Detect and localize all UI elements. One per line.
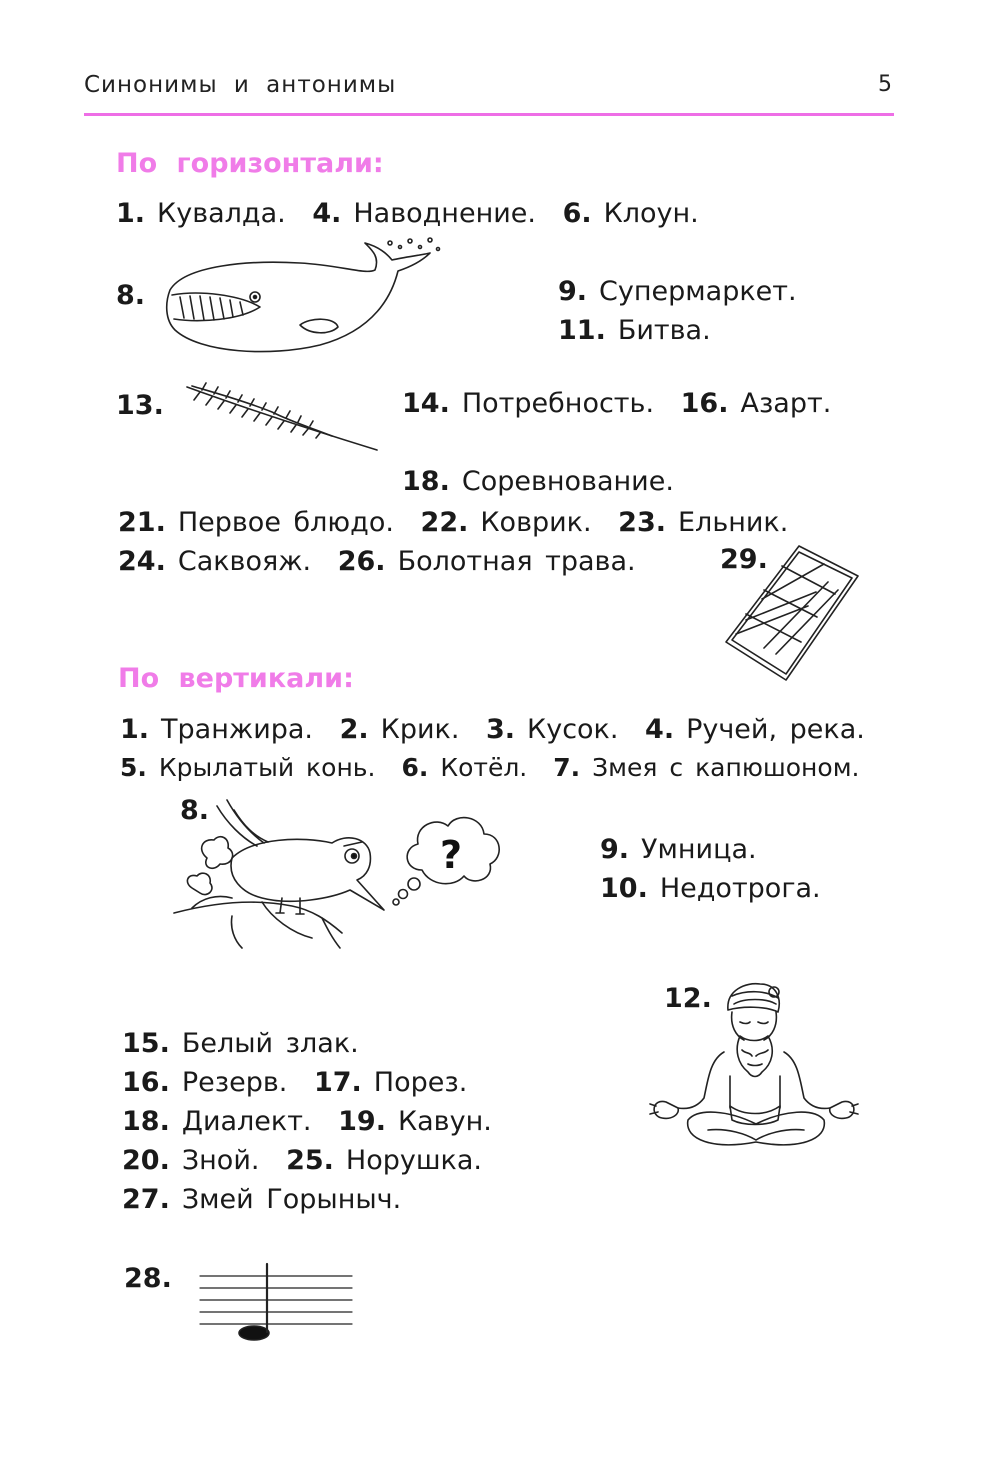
clue-number: 13. — [116, 390, 164, 421]
clue-number: 20. — [122, 1145, 170, 1176]
clue-text: Кувалда. — [157, 198, 286, 229]
clue-number: 14. — [402, 388, 450, 419]
clue-number: 4. — [312, 198, 342, 229]
clue-text: Азарт. — [740, 388, 832, 419]
clue-text: Саквояж. — [177, 546, 312, 577]
clue-number-h13 — [116, 390, 176, 421]
clue-line-v1 — [120, 714, 865, 745]
clue-text: Зной. — [181, 1145, 260, 1176]
clue-line-v16 — [122, 1067, 467, 1098]
clue-text: Недотрога. — [659, 873, 821, 904]
clue-number: 24. — [118, 546, 166, 577]
chocolate-bar-icon — [724, 544, 864, 684]
clue-text: Змей Горыныч. — [181, 1184, 402, 1215]
section-title-vertical: По вертикали: — [118, 663, 354, 694]
clue-text: Кавун. — [397, 1106, 492, 1137]
clue-number: 1. — [120, 714, 150, 745]
clue-text: Болотная трава. — [397, 546, 636, 577]
clue-number: 19. — [338, 1106, 386, 1137]
clue-text: Белый злак. — [181, 1028, 359, 1059]
clue-number: 25. — [286, 1145, 334, 1176]
clue-number: 21. — [118, 507, 166, 538]
clue-line-v9 — [600, 834, 757, 865]
clue-number: 26. — [337, 546, 386, 577]
clue-number: 22. — [420, 507, 469, 538]
header-rule — [84, 113, 894, 116]
clue-number: 9. — [600, 834, 630, 865]
clue-line-h24 — [118, 546, 636, 577]
clue-number: 2. — [339, 714, 369, 745]
clue-number: 18. — [402, 466, 450, 497]
page-number: 5 — [878, 72, 892, 97]
clue-text: Крик. — [380, 714, 460, 745]
clue-line-h1 — [116, 198, 699, 229]
clue-line-h11 — [558, 315, 711, 346]
section-title-horizontal: По горизонтали: — [116, 148, 384, 179]
clue-text: Резерв. — [181, 1067, 288, 1098]
clue-number: 16. — [680, 388, 729, 419]
clue-text: Котёл. — [440, 753, 528, 782]
clue-text: Супермаркет. — [599, 276, 797, 307]
music-note-icon — [196, 1262, 356, 1344]
clue-number: 11. — [558, 315, 606, 346]
yogi-icon — [648, 980, 864, 1152]
clue-text: Крылатый конь. — [158, 753, 376, 782]
clue-text: Потребность. — [461, 388, 655, 419]
crow-icon — [172, 798, 392, 953]
clue-number: 10. — [600, 873, 648, 904]
whale-icon — [160, 235, 450, 355]
clue-number: 17. — [313, 1067, 362, 1098]
clue-number: 7. — [553, 753, 581, 782]
running-header: Синонимы и антонимы — [84, 72, 397, 98]
clue-number-h8 — [116, 280, 157, 311]
question-mark: ? — [440, 833, 463, 877]
clue-number: 8. — [180, 795, 210, 826]
clue-line-v15 — [122, 1028, 359, 1059]
clue-number: 6. — [562, 198, 592, 229]
clue-text: Диалект. — [181, 1106, 312, 1137]
wheat-ear-icon — [182, 382, 382, 454]
clue-text: Ельник. — [678, 507, 789, 538]
clue-number: 12. — [664, 983, 712, 1014]
clue-line-h14 — [402, 388, 831, 419]
clue-text: Соревнование. — [461, 466, 674, 497]
clue-number: 18. — [122, 1106, 170, 1137]
clue-line-h21 — [118, 507, 788, 538]
clue-number: 9. — [558, 276, 588, 307]
clue-text: Транжира. — [161, 714, 314, 745]
clue-text: Наводнение. — [353, 198, 536, 229]
clue-number: 4. — [645, 714, 675, 745]
clue-line-v10 — [600, 873, 821, 904]
clue-number: 3. — [486, 714, 516, 745]
clue-number: 23. — [618, 507, 666, 538]
clue-text: Битва. — [617, 315, 711, 346]
clue-text: Порез. — [373, 1067, 468, 1098]
clue-text: Ручей, река. — [686, 714, 865, 745]
clue-text: Умница. — [641, 834, 757, 865]
clue-number: 1. — [116, 198, 146, 229]
clue-line-v5 — [120, 753, 860, 782]
clue-number: 28. — [124, 1263, 172, 1294]
clue-number: 16. — [122, 1067, 170, 1098]
clue-text: Кусок. — [527, 714, 619, 745]
clue-number-v28 — [124, 1263, 184, 1294]
clue-text: Коврик. — [480, 507, 592, 538]
clue-text: Норушка. — [345, 1145, 482, 1176]
clue-text: Змея с капюшоном. — [592, 753, 860, 782]
clue-text: Клоун. — [603, 198, 699, 229]
clue-number: 5. — [120, 753, 147, 782]
clue-number: 15. — [122, 1028, 170, 1059]
clue-line-h9 — [558, 276, 797, 307]
clue-number: 27. — [122, 1184, 170, 1215]
clue-number: 29. — [720, 544, 768, 575]
clue-line-v20 — [122, 1145, 482, 1176]
clue-line-v27 — [122, 1184, 401, 1215]
clue-line-v18 — [122, 1106, 492, 1137]
clue-text: Первое блюдо. — [177, 507, 394, 538]
thought-bubble-icon — [392, 808, 508, 908]
clue-number: 8. — [116, 280, 146, 311]
clue-number: 6. — [401, 753, 429, 782]
clue-line-h18 — [402, 466, 674, 497]
